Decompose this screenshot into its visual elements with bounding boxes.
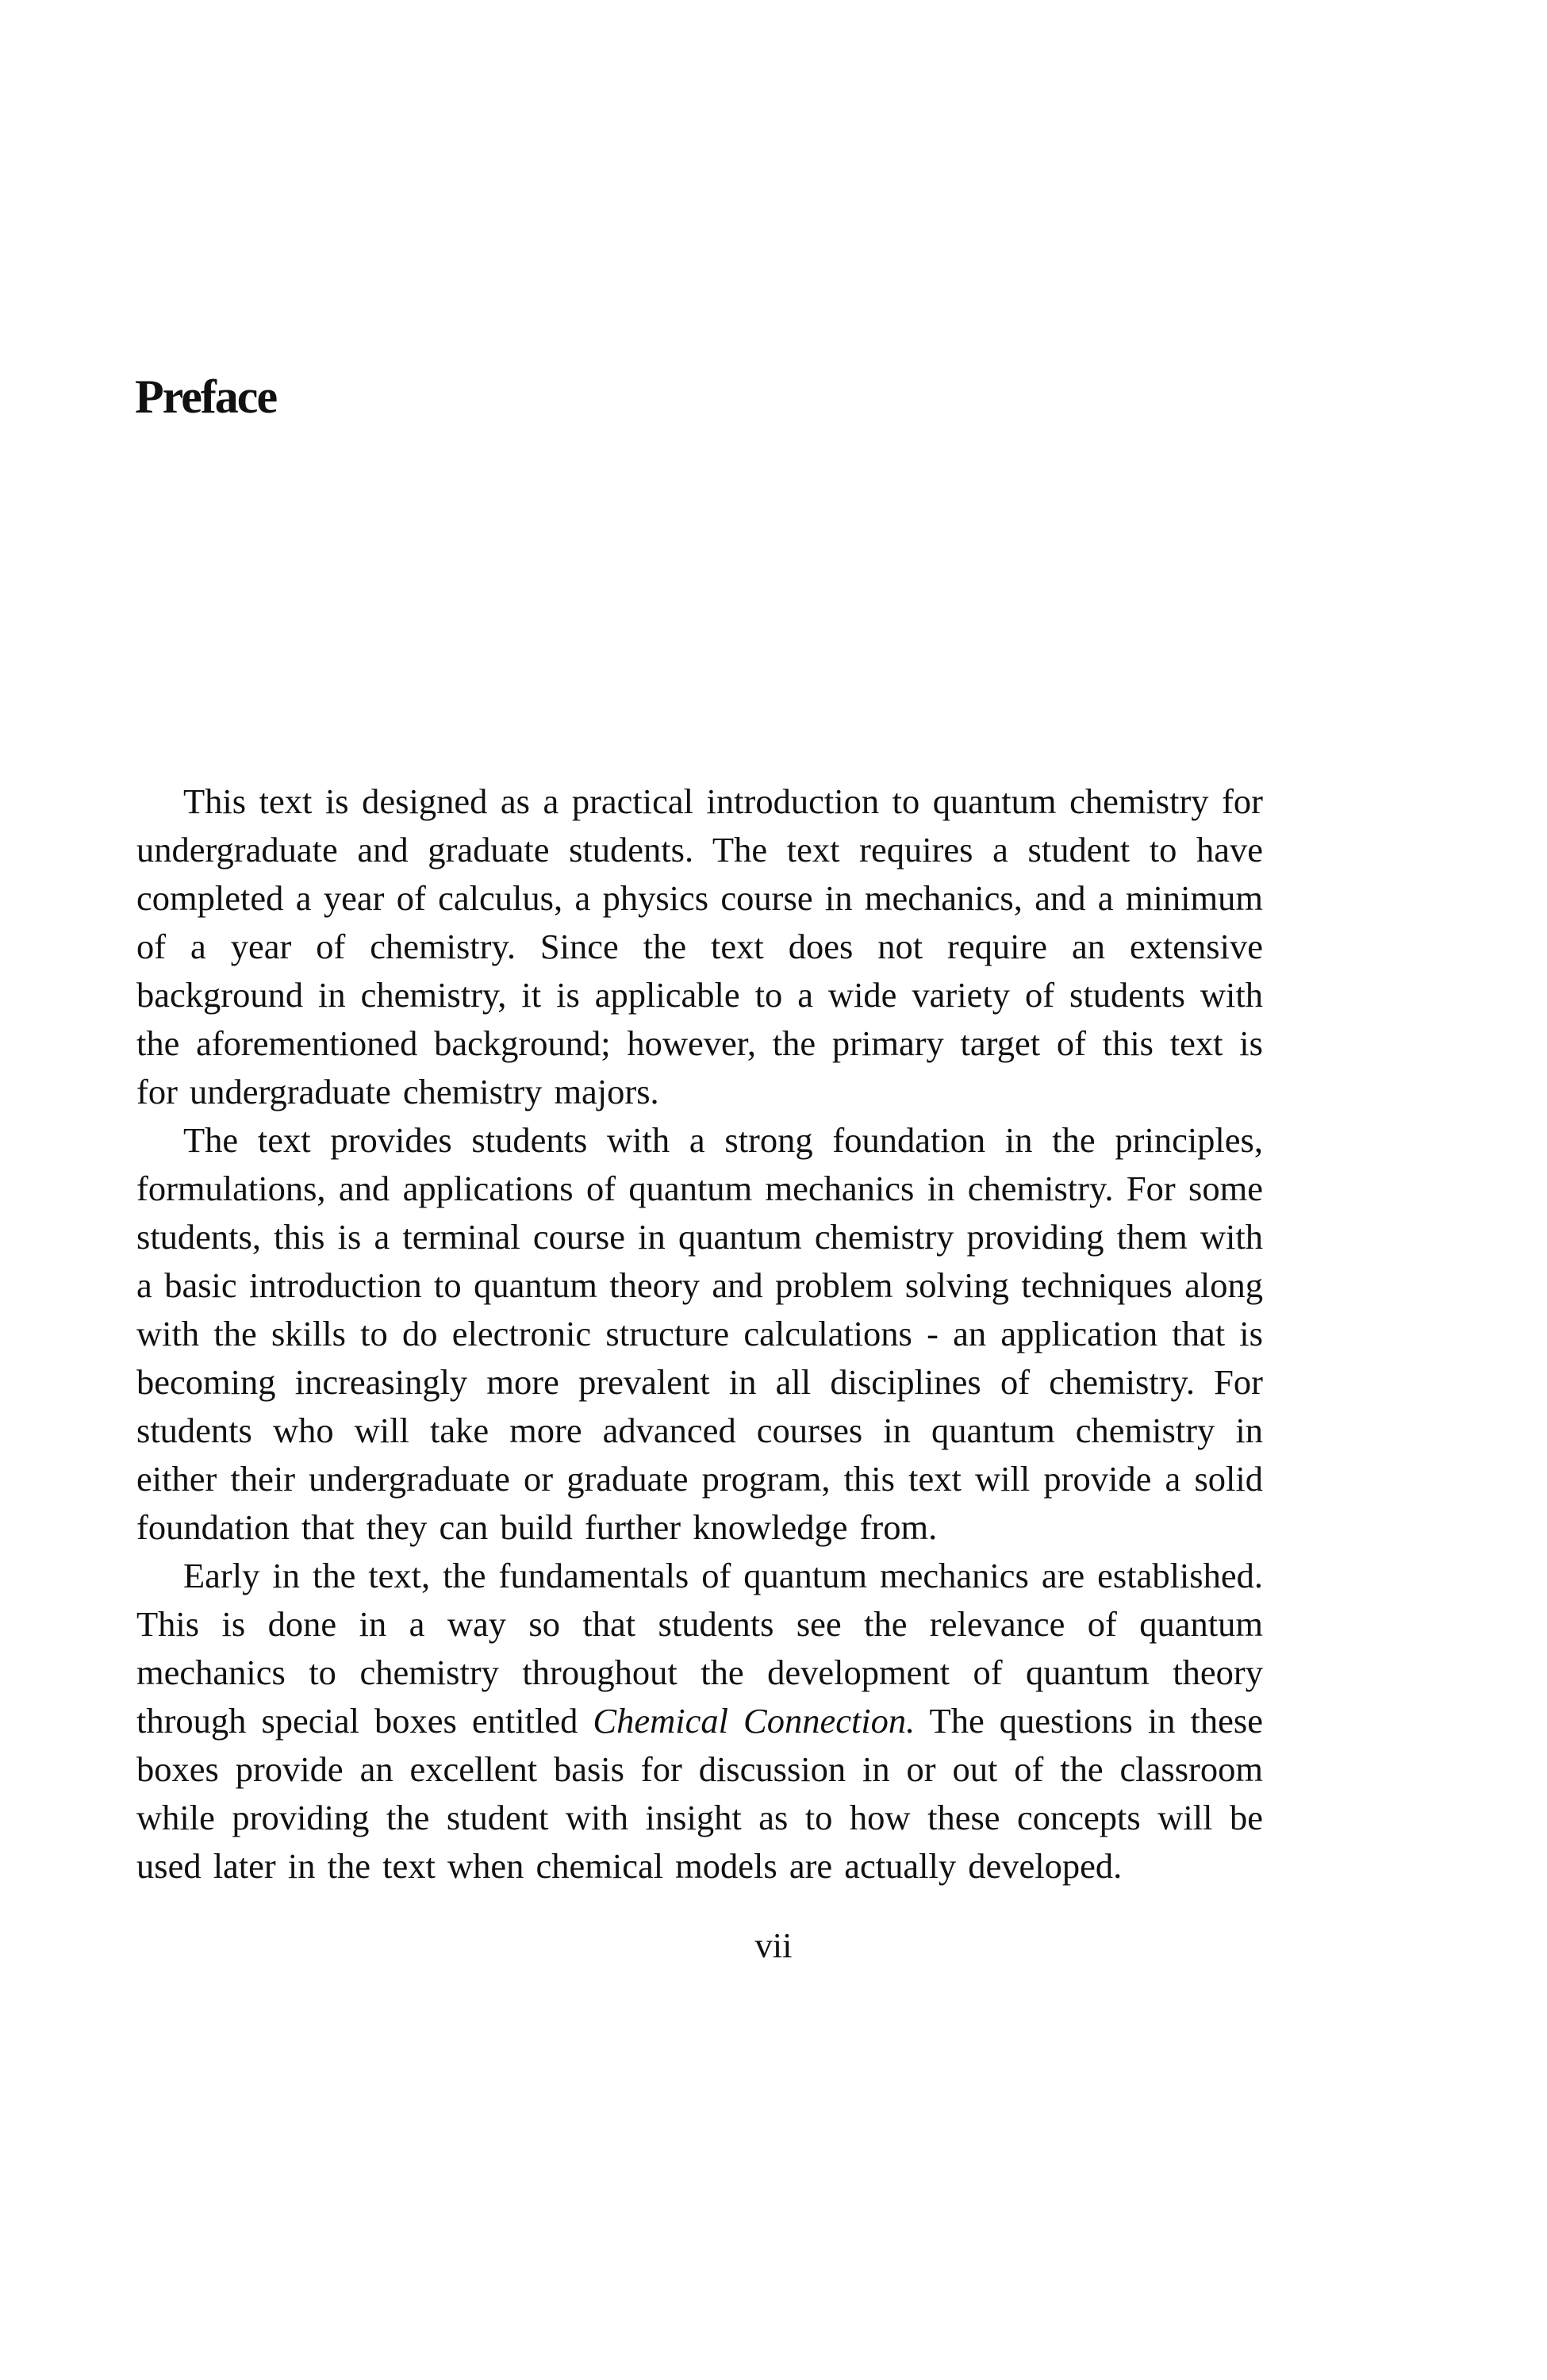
paragraph-1: This text is designed as a practical introduction to quantum chemistry for undergraduate and graduate students. The text requires a student to have completed a year of calculus, a physics course in mechanics, and a minimum of a year of chemistry. Since the text does not require an extensive background in chemistry, it is applicable to a wide variety of students with the aforementioned background; however, the primary target of this text is for undergraduate chemistry majors. — [136, 781, 1263, 1111]
page-number: vii — [754, 1925, 793, 1965]
paragraph-3 — [136, 1552, 1263, 1891]
paragraph-3-emphasis: Chemical Connection. — [593, 1701, 916, 1741]
paragraph-2: The text provides students with a strong foundation in the principles, formulations, and applications of quantum mechanics in chemistry. For some students, this is a terminal course in quantum chemistry providing them with a basic introduction to quantum theory and problem solving techniques along with the skills to do electronic structure calculations - an application that is becoming increasingly more prevalent in all disciplines of chemistry. For students who will take more advanced courses in quantum chemistry in either their undergraduate or graduate program, this text will provide a solid foundation that they can build further knowledge from. — [136, 1120, 1263, 1547]
body-text — [136, 777, 1263, 1891]
paragraph-3-text-before: Early in the text, the fundamentals of quantum mechanics are established. This is done in a way so that students see the relevance of quantum mechanics to chemistry throughout the development of quantum theory through special boxes entitled — [136, 1556, 1263, 1741]
paragraph-3-text-after: The questions in these boxes provide an excellent basis for discussion in or out of the classroom while providing the student with insight as to how these concepts will be used later in the text when chemical models are actually developed. — [136, 1701, 1263, 1886]
page-title: Preface — [135, 370, 277, 423]
